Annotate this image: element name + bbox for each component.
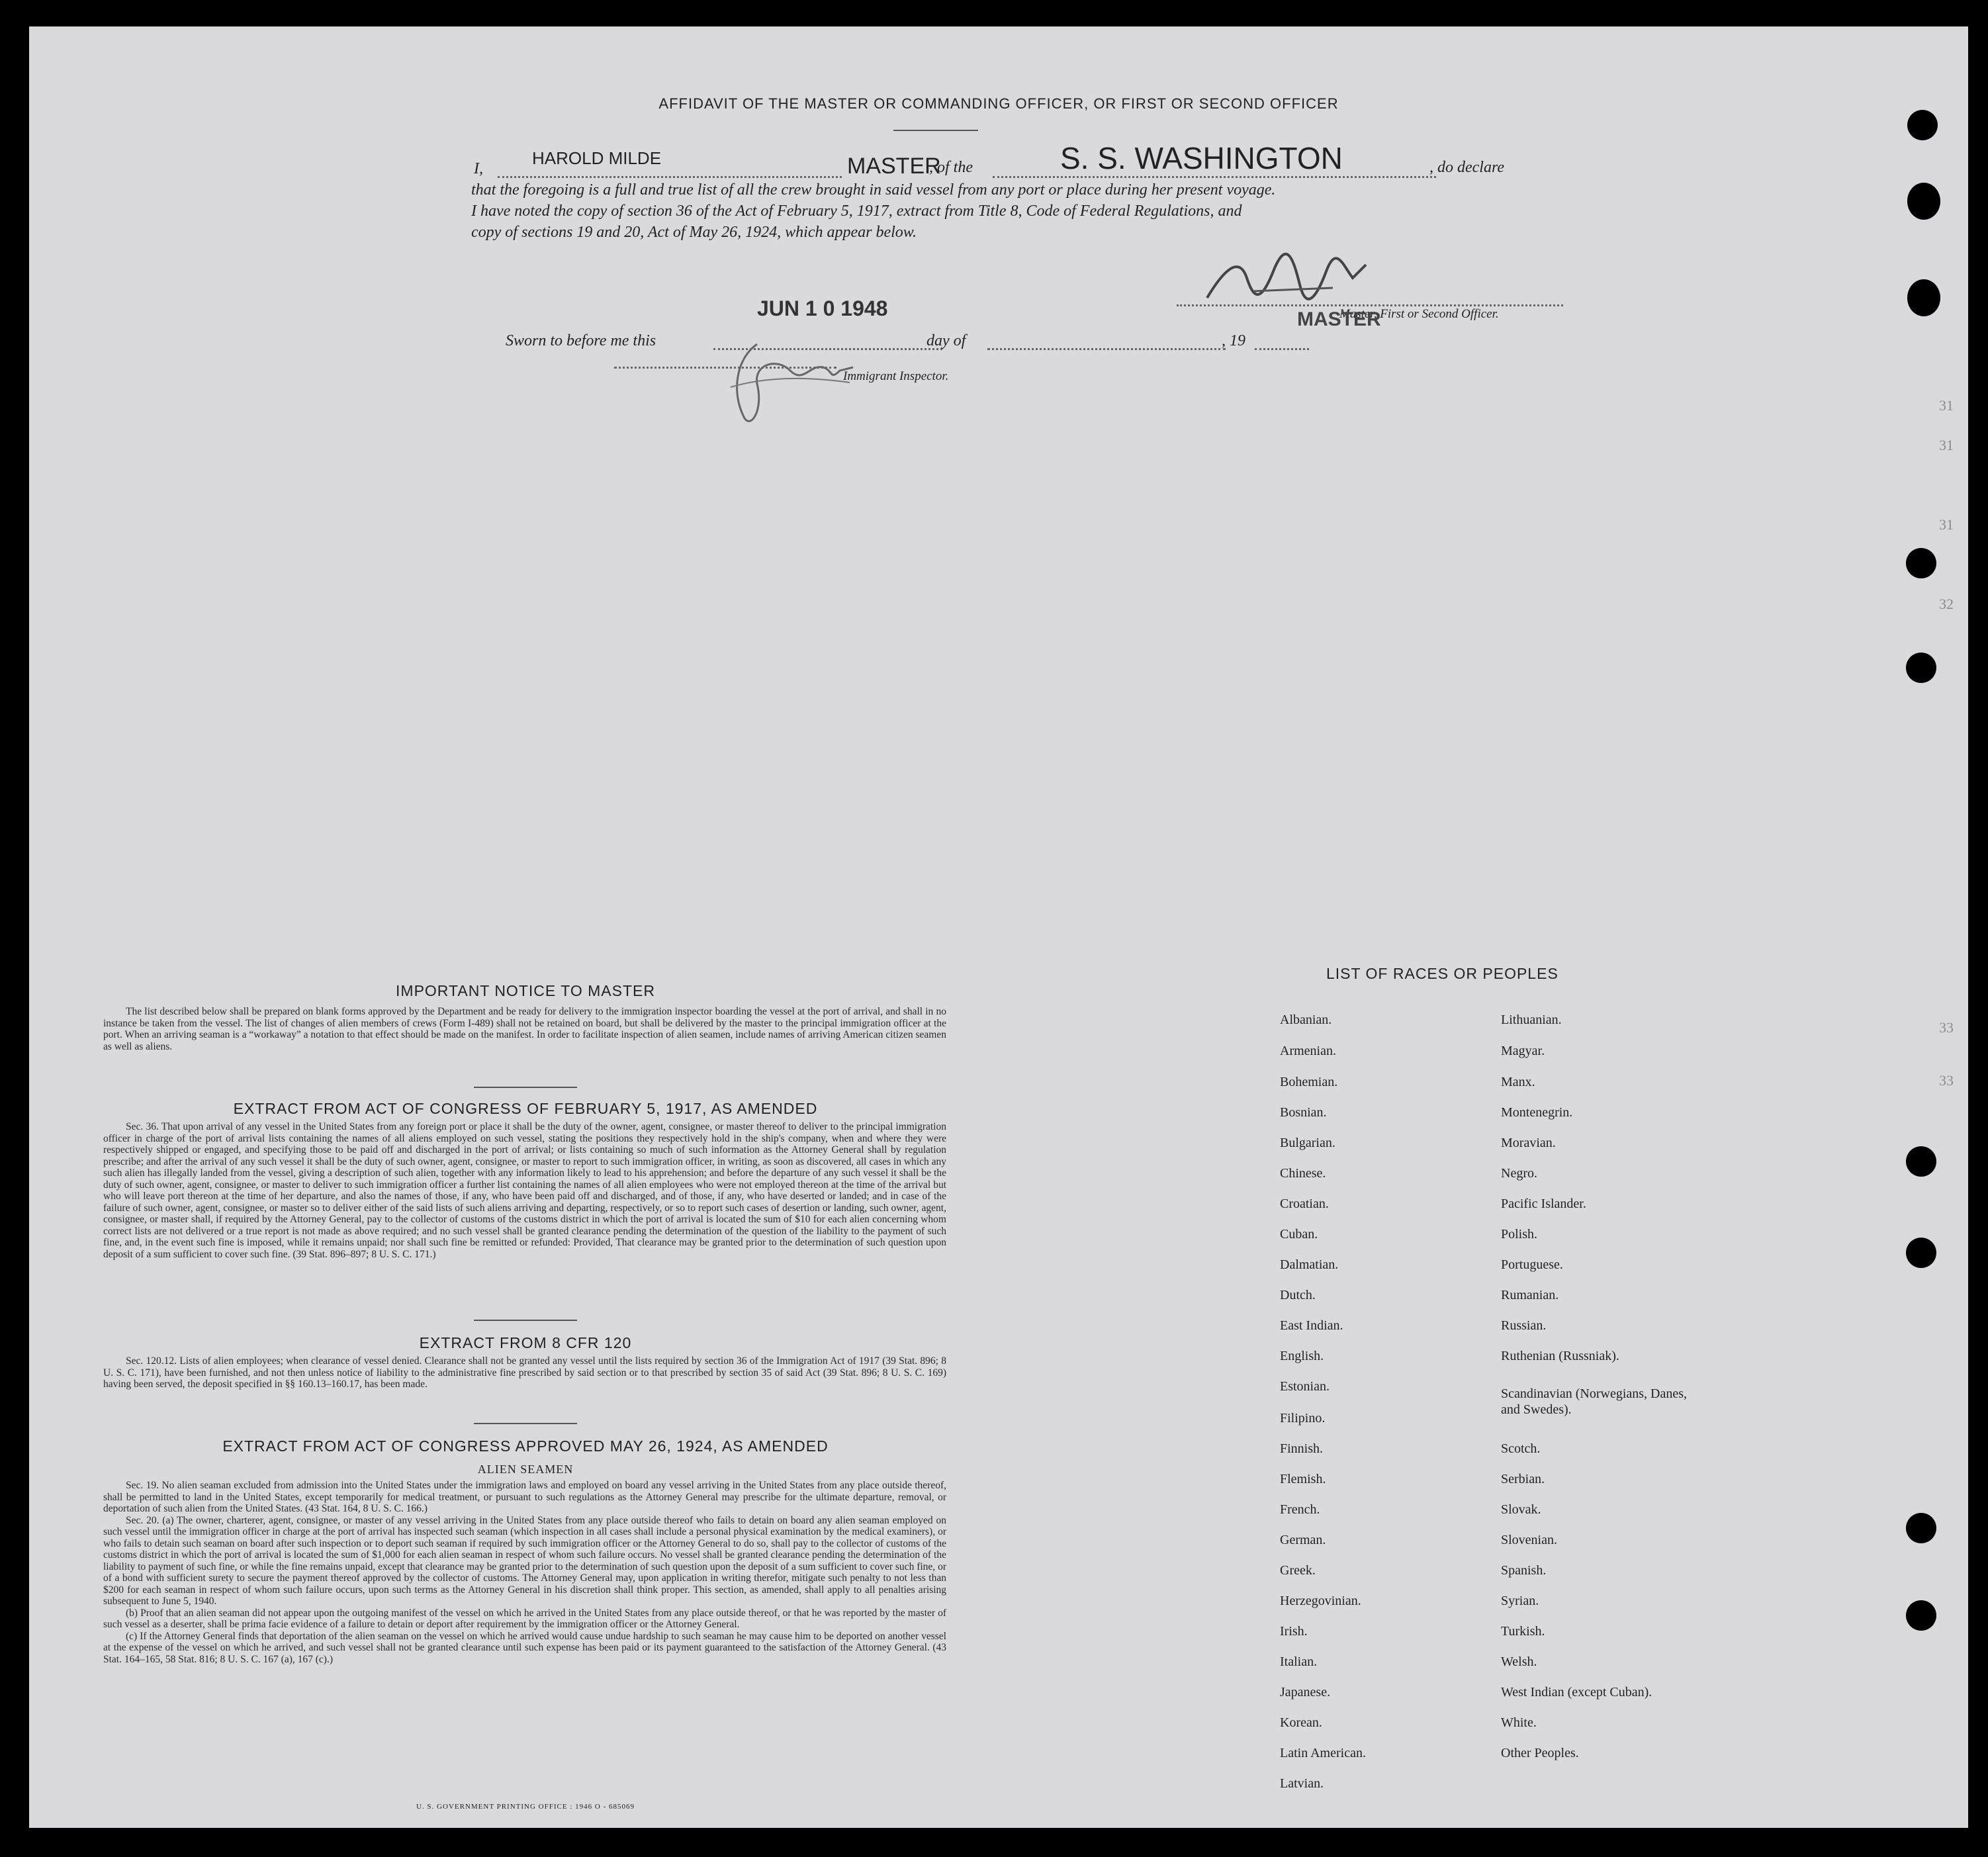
extract-8cfr-title: EXTRACT FROM 8 CFR 120 — [419, 1334, 632, 1351]
notice-title: IMPORTANT NOTICE TO MASTER — [396, 982, 655, 999]
extract-1924-body — [103, 1480, 946, 1665]
race-item: Bosnian. — [1280, 1105, 1327, 1120]
race-item: Russian. — [1501, 1318, 1547, 1333]
showthrough-mark: 32 — [1939, 596, 1954, 612]
race-item: Finnish. — [1280, 1441, 1324, 1456]
race-item: Filipino. — [1280, 1411, 1326, 1426]
race-item: East Indian. — [1280, 1318, 1343, 1333]
section-20a: Sec. 20. (a) The owner, charterer, agent, consignee, or master of any vessel arriving in the United States from any place outside thereof who fails to detain on board any alien seaman employed on such vessel until the immigration officer in charge at the port of arrival has inspected such seaman (which inspection in all cases shall include a personal physical examination by the medical examiners), or who fails to detain such seaman on board after such inspection or to deport such seaman if required by such immigration officer or the Attorney General to do so, shall pay to the collector of customs of the customs district in which the port of arrival is located the sum of $1,000 for each alien seaman in respect of whom such failure occurs. No vessel shall be granted clearance pending the determination of the liability to payment of such fine, or while the fine remains unpaid, except that clearance may be granted prior to the determination of such question upon the deposit of a sum sufficient to cover such fine, or of a bond with sufficient surety to secure the payment thereof approved by the collector of customs. The Attorney General may, upon application in writing therefor, mitigate such penalty to not less than $200 for each seaman in respect of whom such failure occurs, upon such terms as the Attorney General in his discretion shall think proper. This section, as amended, shall apply to all penalties arising subsequent to June 5, 1940. — [103, 1514, 946, 1607]
showthrough-mark: 33 — [1939, 1072, 1954, 1089]
race-item: Ruthenian (Russniak). — [1501, 1349, 1619, 1363]
punch-hole — [1907, 279, 1940, 316]
day-of-label: day of — [926, 332, 966, 349]
sworn-year-line — [1255, 348, 1309, 350]
race-item: Slovenian. — [1501, 1533, 1557, 1547]
printer-imprint: U. S. GOVERNMENT PRINTING OFFICE : 1946 O - 685069 — [416, 1803, 635, 1811]
document-page — [29, 26, 1968, 1828]
inspector-caption: Immigrant Inspector. — [843, 369, 949, 383]
race-item: Serbian. — [1501, 1472, 1545, 1486]
section-20c: (c) If the Attorney General finds that deportation of the alien seaman on the vessel on which he arrived would cause undue hardship to such seaman he may cause him to be deported on another vessel at the expense of the vessel on which he arrived, and such vessel shall not be granted clearance until such expense has been paid or its payment guaranteed to the satisfaction of the Attorney General. (43 Stat. 164–165, 58 Stat. 816; 8 U. S. C. 167 (a), 167 (c).) — [103, 1630, 946, 1665]
race-item: Slovak. — [1501, 1502, 1541, 1517]
showthrough-mark: 33 — [1939, 1019, 1954, 1036]
race-item: Armenian. — [1280, 1044, 1336, 1058]
master-signature — [1200, 251, 1373, 311]
race-item: Syrian. — [1501, 1594, 1539, 1608]
inspector-signature — [717, 331, 863, 430]
race-item: Rumanian. — [1501, 1288, 1559, 1302]
race-item: Flemish. — [1280, 1472, 1326, 1486]
race-item: Welsh. — [1501, 1654, 1537, 1669]
races-title: LIST OF RACES OR PEOPLES — [1326, 965, 1559, 982]
extract-8cfr-body: Sec. 120.12. Lists of alien employees; when clearance of vessel denied. Clearance shall not be granted any vessel until the lists required by section 36 of the Immigration Act of 1917 (39 Stat. 896; 8 U. S. C. 171), have been furnished, and not then unless notice of liability to the administrative fine prescribed by said section or to that prescribed by section 35 of said Act (39 Stat. 896; 8 U. S. C. 169) having been served, the deposit specified in §§ 160.13–160.17, has been made. — [103, 1355, 946, 1390]
officer-name: HAROLD MILDE — [532, 148, 662, 168]
vessel-name: S. S. WASHINGTON — [1060, 141, 1343, 175]
race-item: Negro. — [1501, 1166, 1537, 1181]
year-prefix: , 19 — [1222, 332, 1245, 349]
race-item: Portuguese. — [1501, 1257, 1563, 1272]
race-item: Montenegrin. — [1501, 1105, 1573, 1120]
race-item: Pacific Islander. — [1501, 1197, 1586, 1211]
divider-3 — [474, 1423, 577, 1424]
race-item: Irish. — [1280, 1624, 1308, 1639]
race-item: Albanian. — [1280, 1013, 1332, 1027]
name-line — [498, 176, 842, 178]
extract-1924-subtitle: ALIEN SEAMEN — [477, 1463, 574, 1476]
race-item: French. — [1280, 1502, 1320, 1517]
race-item: Dutch. — [1280, 1288, 1316, 1302]
showthrough-mark: 31 — [1939, 516, 1954, 533]
heading-divider — [893, 130, 978, 131]
race-item: West Indian (except Cuban). — [1501, 1685, 1652, 1699]
race-item: Turkish. — [1501, 1624, 1545, 1639]
punch-hole — [1906, 653, 1936, 683]
race-item: Greek. — [1280, 1563, 1316, 1578]
of-the-label: , of the — [929, 159, 973, 176]
race-item: Moravian. — [1501, 1136, 1556, 1150]
divider-2 — [474, 1320, 577, 1321]
race-item: Other Peoples. — [1501, 1746, 1579, 1760]
race-item: Bulgarian. — [1280, 1136, 1335, 1150]
punch-hole — [1906, 1146, 1936, 1177]
race-item: Dalmatian. — [1280, 1257, 1339, 1272]
race-item: Latvian. — [1280, 1776, 1324, 1791]
showthrough-mark: 31 — [1939, 437, 1954, 453]
sworn-month-line — [987, 348, 1226, 350]
race-item: Spanish. — [1501, 1563, 1547, 1578]
officer-rank: MASTER — [847, 154, 941, 179]
punch-hole — [1907, 110, 1938, 140]
punch-hole — [1906, 548, 1936, 578]
signature-caption: Master, First or Second Officer. — [1339, 307, 1499, 321]
do-declare-label: , do declare — [1429, 159, 1505, 176]
race-item: Scandinavian (Norwegians, Danes, and Swedes). — [1501, 1386, 1688, 1417]
extract-1917-body: Sec. 36. That upon arrival of any vessel in the United States from any foreign port or place it shall be the duty of the owner, agent, consignee, or master thereof to deliver to the principal immigration officer in charge of the port of arrival lists containing the names of all aliens employed on such vessel, stating the positions they respectively hold in the ship's company, when and where they were respectively shipped or engaged, and specifying those to be paid off and discharged in the port of arrival; or lists containing so much of such information as the Attorney General shall by regulation prescribe; and after the arrival of any such vessel it shall be the duty of such owner, agent, consignee, or master to report to such immigration officer, in writing, as soon as discovered, all cases in which any such alien has illegally landed from the vessel, giving a description of such alien, together with any information likely to lead to his apprehension; and before the departure of any such vessel it shall be the duty of such owner, agent, consignee, or master to deliver to such immigration officer a further list containing the names of all alien employees who were not employed thereon at the time of the arrival but who will leave port thereon at the time of her departure, and also the names of those, if any, who have been paid off and discharged, and of those, if any, who have deserted or landed; and in case of the failure of such owner, agent, consignee, or master so to deliver either of the said lists of such aliens arriving and departing, respectively, or so to report such cases of desertion or landing, such owner, agent, consignee, or master shall, if required by the Attorney General, pay to the collector of customs of the customs district in which the port of arrival is located the sum of $10 for each alien concerning whom correct lists are not delivered or a true report is not made as above required; and no such vessel shall be granted clearance pending the determination of the question of the liability to the payment of such fine, and, in the event such fine is imposed, while it remains unpaid; nor shall such fine be remitted or refunded: Provided, That clearance may be granted prior to the determination of such question upon deposit of a sum sufficient to cover such fine. (39 Stat. 896–897; 8 U. S. C. 171.) — [103, 1121, 946, 1260]
affidavit-i: I, — [474, 160, 483, 177]
punch-hole — [1906, 1600, 1936, 1631]
race-item: Latin American. — [1280, 1746, 1366, 1760]
punch-hole — [1907, 183, 1940, 220]
punch-hole — [1906, 1238, 1936, 1268]
race-item: Korean. — [1280, 1715, 1322, 1730]
section-19: Sec. 19. No alien seaman excluded from admission into the United States under the immigration laws and employed on board any vessel arriving in the United States from any place outside thereof, shall be permitted to land in the United States, except temporarily for medical treatment, or pursuant to such regulations as the Attorney General may prescribe for the ultimate departure, removal, or deportation of such alien from the United States. (43 Stat. 164, 8 U. S. C. 166.) — [103, 1480, 946, 1514]
showthrough-mark: 31 — [1939, 397, 1954, 414]
race-item: Cuban. — [1280, 1227, 1318, 1242]
signature-line — [1177, 304, 1563, 306]
inspector-line — [614, 367, 836, 369]
divider-1 — [474, 1087, 577, 1088]
master-stamp: MASTER — [1297, 308, 1381, 330]
declaration-line-2: that the foregoing is a full and true list of all the crew brought in said vessel from any port or place during her present voyage. — [471, 181, 1276, 199]
race-item: German. — [1280, 1533, 1326, 1547]
declaration-line-4: copy of sections 19 and 20, Act of May 26, 1924, which appear below. — [471, 224, 917, 241]
section-20b: (b) Proof that an alien seaman did not appear upon the outgoing manifest of the vessel on which he arrived in the United States from any place outside thereof, or that he was reported by the master of such vessel as a deserter, shall be prima facie evidence of a failure to detain or deport after requirement by the immigration officer or the Attorney General. — [103, 1607, 946, 1630]
affidavit-heading: AFFIDAVIT OF THE MASTER OR COMMANDING OFFICER, OR FIRST OR SECOND OFFICER — [658, 95, 1339, 112]
vessel-line — [993, 176, 1436, 178]
race-item: Chinese. — [1280, 1166, 1326, 1181]
punch-hole — [1906, 1513, 1936, 1543]
notice-body: The list described below shall be prepared on blank forms approved by the Department and be ready for delivery to the immigration inspector boarding the vessel at the port of arrival, and shall in no instance be taken from the vessel. The list of changes of alien members of crews (Form I-489) shall not be retained on board, but shall be delivered by the master to the principal immigration officer at the port. When an arriving seaman is a “workaway” a notation to that effect should be made on the manifest. In order to facilitate inspection of alien seamen, include names of arriving American citizen seamen as well as aliens. — [103, 1006, 946, 1052]
sworn-label: Sworn to before me this — [506, 332, 656, 349]
declaration-line-3: I have noted the copy of section 36 of the Act of February 5, 1917, extract from Title 8, Code of Federal Regulations, and — [471, 203, 1242, 220]
race-item: Japanese. — [1280, 1685, 1331, 1699]
sworn-date-stamp: JUN 1 0 1948 — [757, 296, 888, 320]
race-item: Magyar. — [1501, 1044, 1545, 1058]
race-item: Herzegovinian. — [1280, 1594, 1361, 1608]
race-item: English. — [1280, 1349, 1324, 1363]
race-item: Lithuanian. — [1501, 1013, 1562, 1027]
race-item: Bohemian. — [1280, 1075, 1338, 1089]
race-item: Scotch. — [1501, 1441, 1541, 1456]
race-item: Estonian. — [1280, 1379, 1330, 1394]
race-item: Croatian. — [1280, 1197, 1329, 1211]
race-item: Italian. — [1280, 1654, 1318, 1669]
race-item: Manx. — [1501, 1075, 1535, 1089]
race-item: Polish. — [1501, 1227, 1538, 1242]
extract-1917-title: EXTRACT FROM ACT OF CONGRESS OF FEBRUARY 5, 1917, AS AMENDED — [233, 1100, 818, 1117]
race-item: White. — [1501, 1715, 1537, 1730]
extract-1924-title: EXTRACT FROM ACT OF CONGRESS APPROVED MAY 26, 1924, AS AMENDED — [222, 1437, 829, 1455]
